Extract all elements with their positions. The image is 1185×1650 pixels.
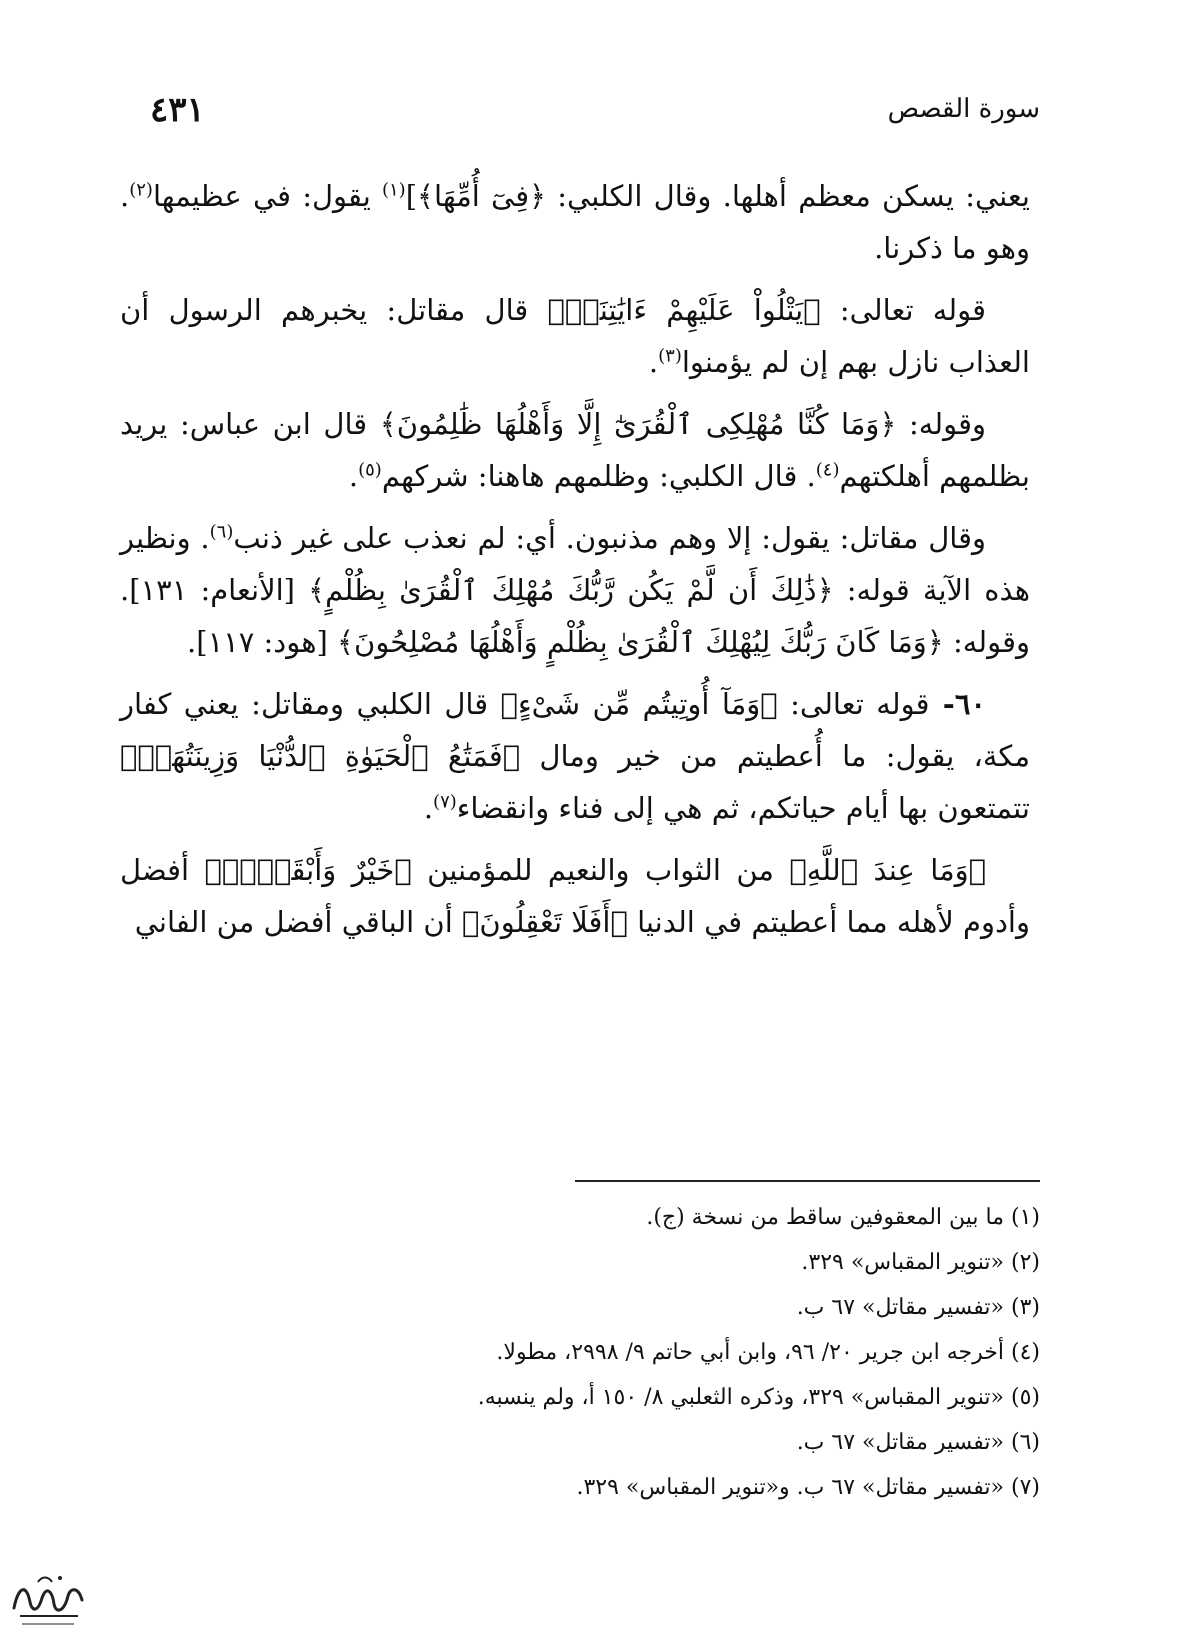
- footnote-ref-2: (٢): [129, 179, 153, 201]
- footnote-ref-6: (٦): [209, 521, 234, 543]
- verse-number: ٦٠-: [929, 687, 986, 721]
- footnote-4: (٤) أخرجه ابن جرير ٢٠/ ٩٦، وابن أبي حاتم ٩/ ٢٩٩٨، مطولا.: [496, 1340, 1040, 1365]
- footnote-ref-7: (٧): [433, 791, 457, 813]
- quran-quote: ﴿ذَٰلِكَ أَن لَّمْ يَكُن رَّبُّكَ مُهْلِكَ ٱلْقُرَىٰ بِظُلْمٍ﴾: [308, 573, 834, 607]
- main-text: [120, 170, 1030, 958]
- publisher-logo: [8, 1568, 88, 1636]
- quran-quote: ﴿خَيْرٌ وَأَبْقَىٰٓۚ﴾: [204, 853, 412, 887]
- quran-quote: ﴿وَمَا كُنَّا مُهْلِكِى ٱلْقُرَىٰٓ إِلَّا وَأَهْلُهَا ظَٰلِمُونَ﴾: [379, 407, 897, 441]
- footnote-3: (٣) «تفسير مقاتل» ٦٧ ب.: [796, 1295, 1040, 1320]
- footnote-ref-1: (١): [381, 179, 406, 201]
- quran-quote: ﴿يَتْلُواْ عَلَيْهِمْ ءَايَٰتِنَاۚ﴾: [547, 293, 821, 327]
- footnotes: [150, 1195, 1040, 1510]
- paragraph-5: ٦٠- قوله تعالى: ﴿وَمَآ أُوتِيتُم مِّن شَىْءٍ﴾ قال الكلبي ومقاتل: يعني كفار مكة، يقول: ما أُعطيتم من خير ومال ﴿فَمَتَٰعُ ٱلْحَيَوٰةِ ٱلدُّنْيَا وَزِينَتُهَاۚ﴾ تتمتعون بها أيام حياتكم، ثم هي إلى فناء وانقضاء$^{(٧)}$.: [120, 687, 1030, 825]
- page-header: [150, 90, 1040, 140]
- quran-quote: ﴿فِىٓ أُمِّهَا﴾: [417, 179, 547, 213]
- paragraph-1: يعني: يسكن معظم أهلها. وقال الكلبي: ﴿فِىٓ أُمِّهَا﴾]$^{(١)}$ يقول: في عظيمها$^{(٢)}$. وهو ما ذكرنا.: [120, 179, 1030, 265]
- quran-quote: ﴿وَمَآ أُوتِيتُم مِّن شَىْءٍ﴾: [500, 687, 778, 721]
- paragraph-4: وقال مقاتل: يقول: إلا وهم مذنبون. أي: لم نعذب على غير ذنب$^{(٦)}$. ونظير هذه الآية قوله: ﴿ذَٰلِكَ أَن لَّمْ يَكُن رَّبُّكَ مُهْلِكَ ٱلْقُرَىٰ بِظُلْمٍ﴾ [الأنعام: ١٣١]. وقوله: ﴿وَمَا كَانَ رَبُّكَ لِيُهْلِكَ ٱلْقُرَىٰ بِظُلْمٍ وَأَهْلُهَا مُصْلِحُونَ﴾ [هود: ١١٧].: [120, 521, 1030, 659]
- footnote-6: (٦) «تفسير مقاتل» ٦٧ ب.: [796, 1430, 1040, 1455]
- footnote-5: (٥) «تنوير المقباس» ٣٢٩، وذكره الثعلبي ٨/ ١٥٠ أ، ولم ينسبه.: [477, 1385, 1040, 1410]
- paragraph-6: ﴿وَمَا عِندَ ٱللَّهِ﴾ من الثواب والنعيم للمؤمنين ﴿خَيْرٌ وَأَبْقَىٰٓۚ﴾ أفضل وأدوم لأهله مما أعطيتم في الدنيا ﴿أَفَلَا تَعْقِلُونَ﴾ أن الباقي أفضل من الفاني: [120, 853, 1030, 939]
- quran-quote: ﴿وَمَا عِندَ ٱللَّهِ﴾: [789, 853, 987, 887]
- footnote-2: (٢) «تنوير المقباس» ٣٢٩.: [801, 1250, 1040, 1275]
- footnote-1: (١) ما بين المعقوفين ساقط من نسخة (ج).: [646, 1205, 1040, 1230]
- paragraph-2: قوله تعالى: ﴿يَتْلُواْ عَلَيْهِمْ ءَايَٰتِنَاۚ﴾ قال مقاتل: يخبرهم الرسول أن العذاب نازل بهم إن لم يؤمنوا$^{(٣)}$.: [120, 293, 1030, 379]
- paragraph-3: وقوله: ﴿وَمَا كُنَّا مُهْلِكِى ٱلْقُرَىٰٓ إِلَّا وَأَهْلُهَا ظَٰلِمُونَ﴾ قال ابن عباس: يريد بظلمهم أهلكتهم$^{(٤)}$. قال الكلبي: وظلمهم هاهنا: شركهم$^{(٥)}$.: [120, 407, 1030, 493]
- footnote-ref-5: (٥): [358, 459, 382, 481]
- quran-quote: ﴿أَفَلَا تَعْقِلُونَ﴾: [462, 905, 628, 939]
- quran-quote: ﴿فَمَتَٰعُ ٱلْحَيَوٰةِ ٱلدُّنْيَا وَزِينَتُهَاۚ﴾: [120, 739, 521, 773]
- footnote-separator: [575, 1180, 1040, 1182]
- running-title: سورة القصص: [887, 94, 1040, 124]
- page-number: ٤٣١: [150, 90, 205, 130]
- footnote-ref-4: (٤): [815, 459, 840, 481]
- footnote-7: (٧) «تفسير مقاتل» ٦٧ ب. و«تنوير المقباس» ٣٢٩.: [576, 1475, 1040, 1500]
- quran-quote: ﴿وَمَا كَانَ رَبُّكَ لِيُهْلِكَ ٱلْقُرَىٰ بِظُلْمٍ وَأَهْلُهَا مُصْلِحُونَ﴾: [337, 625, 944, 659]
- footnote-ref-3: (٣): [658, 345, 682, 367]
